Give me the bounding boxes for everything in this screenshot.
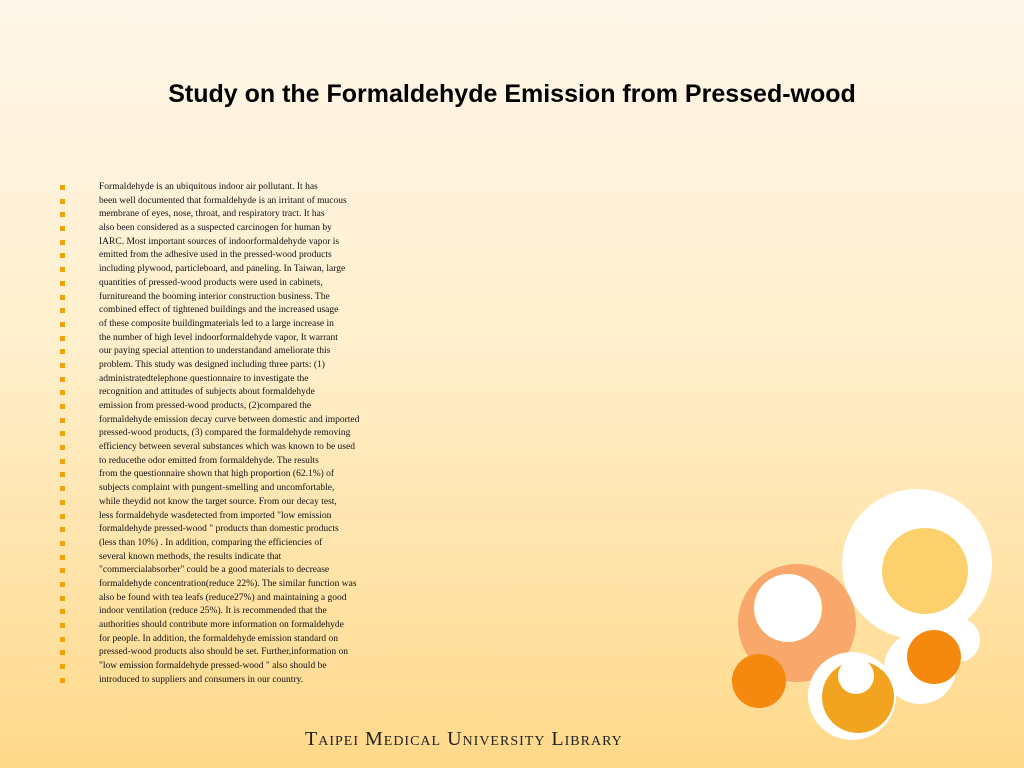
bullet-text: been well documented that formaldehyde is an irritant of mucous (99, 195, 347, 206)
bullet-text: "low emission formaldehyde pressed-wood " also should be (99, 661, 327, 672)
bullet-text: also been considered as a suspected carcinogen for human by (99, 223, 332, 234)
bullet-text: our paying special attention to understandand ameliorate this (99, 346, 331, 357)
bullet-text: less formaldehyde wasdetected from imported "low emission (99, 510, 332, 521)
bullet-text: recognition and attitudes of subjects about formaldehyde (99, 387, 315, 398)
bullet-text: Formaldehyde is an ubiquitous indoor air pollutant. It has (99, 182, 318, 192)
bullet-text: quantities of pressed-wood products were used in cabinets, (99, 277, 323, 288)
bullet-text: formaldehyde emission decay curve between domestic and imported (99, 414, 360, 425)
bullet-text: to reducethe odor emitted from formaldehyde. The results (99, 455, 319, 466)
bullet-text: of these composite buildingmaterials led to a large increase in (99, 318, 334, 329)
circle-orange-left (732, 654, 786, 708)
bullet-text: including plywood, particleboard, and paneling. In Taiwan, large (99, 264, 346, 275)
bullet-text: problem. This study was designed including three parts: (1) (99, 359, 325, 370)
footer-library-name: Taipei Medical University Library (305, 728, 623, 750)
bullet-text: from the questionnaire shown that high proportion (62.1%) of (99, 469, 335, 480)
bullet-text: combined effect of tightened buildings and the increased usage (99, 305, 339, 316)
bullet-text: (less than 10%) . In addition, comparing the efficiencies of (99, 537, 323, 548)
bullet-text: emission from pressed-wood products, (2)compared the (99, 401, 312, 411)
circle-orange-right (907, 630, 961, 684)
bullet-text: authorities should contribute more information on formaldehyde (99, 620, 344, 630)
bullet-text: formaldehyde pressed-wood " products than domestic products (99, 524, 339, 535)
bullet-text: "commercialabsorber" could be a good materials to decrease (99, 565, 330, 576)
bullet-text: membrane of eyes, nose, throat, and respiratory tract. It has (99, 209, 325, 220)
bullet-text: pressed-wood products also should be set. Further,information on (99, 647, 348, 658)
bullet-text: introduced to suppliers and consumers in our country. (99, 674, 304, 685)
bullet-text: formaldehyde concentration(reduce 22%). The similar function was (99, 578, 357, 589)
bullet-text: also be found with tea leafs (reduce27%) and maintaining a good (99, 592, 347, 603)
bullet-text: emitted from the adhesive used in the pressed-wood products (99, 250, 332, 261)
circle-salmon-inner-white (754, 574, 822, 642)
bullet-text: indoor ventilation (reduce 25%). It is recommended that the (99, 606, 327, 617)
bullet-text: administratedtelephone questionnaire to investigate the (99, 373, 309, 384)
bullet-text: IARC. Most important sources of indoorformaldehyde vapor is (99, 236, 340, 247)
circle-gold-inner-white (838, 658, 874, 694)
bullet-text: pressed-wood products, (3) compared the formaldehyde removing (99, 428, 351, 439)
bullet-text: subjects complaint with pungent-smelling and uncomfortable, (99, 483, 335, 494)
bullet-text: efficiency between several substances which was known to be used (99, 442, 355, 453)
bullet-text: while theydid not know the target source. From our decay test, (99, 496, 337, 507)
bullet-text: several known methods, the results indicate that (99, 551, 282, 562)
circle-light-orange (882, 528, 968, 614)
bullet-text: furnitureand the booming interior construction business. The (99, 291, 330, 302)
bullet-text: the number of high level indoorformaldehyde vapor, It warrant (99, 332, 338, 343)
bullet-text: for people. In addition, the formaldehyde emission standard on (99, 633, 339, 644)
slide-title: Study on the Formaldehyde Emission from Pressed-wood (168, 80, 856, 108)
